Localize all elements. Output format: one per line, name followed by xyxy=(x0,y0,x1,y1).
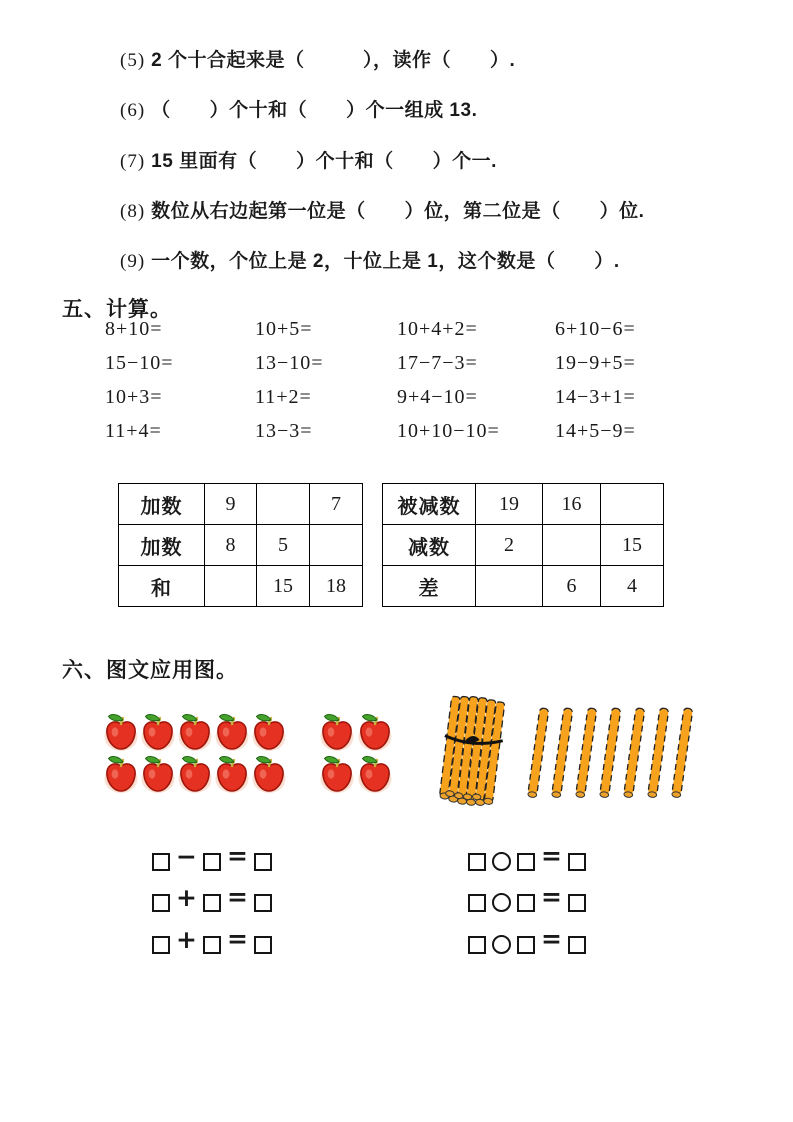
calc-problem: 10+10−10= xyxy=(397,420,500,442)
section-5-title: 五、计算。 xyxy=(62,298,172,321)
stick-icon xyxy=(671,707,693,801)
answer-box xyxy=(468,936,486,954)
subtraction-table xyxy=(382,483,664,607)
apple-icon xyxy=(319,754,355,794)
calc-problem: 8+10= xyxy=(105,318,163,340)
apple-icon xyxy=(357,712,393,752)
addition-table xyxy=(118,483,363,607)
table-cell: 7 xyxy=(310,484,363,525)
table-cell xyxy=(257,484,310,525)
calc-problem: 11+2= xyxy=(255,386,312,408)
apple-icon xyxy=(214,754,250,794)
plus-sign: + xyxy=(176,883,197,912)
equation-row xyxy=(468,841,586,872)
question-item xyxy=(120,95,477,122)
answer-box xyxy=(517,853,535,871)
calc-problem: 10+3= xyxy=(105,386,163,408)
apple-group-four xyxy=(319,712,395,796)
table-cell: 9 xyxy=(205,484,257,525)
table-row-header: 差 xyxy=(383,566,476,607)
section-6-title: 六、图文应用图。 xyxy=(62,659,238,682)
calc-problem: 19−9+5= xyxy=(555,352,636,374)
stick-icon xyxy=(527,707,549,801)
table-cell: 6 xyxy=(543,566,601,607)
apple-icon xyxy=(214,712,250,752)
answer-box xyxy=(203,853,221,871)
table-cell xyxy=(476,566,543,607)
table-cell: 4 xyxy=(601,566,664,607)
table-row-header: 和 xyxy=(119,566,205,607)
answer-box xyxy=(468,853,486,871)
question-item xyxy=(120,246,620,273)
question-number: (5) xyxy=(120,50,146,71)
stick-icon xyxy=(599,707,621,801)
calc-grid xyxy=(105,318,705,454)
question-number: (6) xyxy=(120,100,146,121)
apple-icon xyxy=(177,712,213,752)
table-cell xyxy=(543,525,601,566)
table-row-header: 加数 xyxy=(119,525,205,566)
table-cell xyxy=(601,484,664,525)
stick-icon xyxy=(623,707,645,801)
table-cell: 2 xyxy=(476,525,543,566)
apple-icon xyxy=(251,712,287,752)
apple-group-ten xyxy=(103,712,288,796)
answer-box xyxy=(254,894,272,912)
question-item xyxy=(120,45,515,72)
apple-icon xyxy=(319,712,355,752)
equation-row xyxy=(468,924,586,955)
table-cell: 15 xyxy=(257,566,310,607)
answer-box xyxy=(152,853,170,871)
table-cell xyxy=(310,525,363,566)
equation-row xyxy=(468,882,586,913)
stick-icon xyxy=(647,707,669,801)
question-number: (8) xyxy=(120,201,146,222)
question-text: （ ）个十和（ ）个一组成 13. xyxy=(151,100,478,121)
calc-problem: 17−7−3= xyxy=(397,352,478,374)
answer-box xyxy=(468,894,486,912)
calc-problem: 15−10= xyxy=(105,352,174,374)
answer-box xyxy=(152,894,170,912)
equals-sign: = xyxy=(541,841,562,870)
question-number: (7) xyxy=(120,151,146,172)
equals-sign: = xyxy=(226,924,248,953)
stick-icon xyxy=(575,707,597,801)
answer-box xyxy=(517,936,535,954)
calc-problem: 9+4−10= xyxy=(397,386,478,408)
calc-problem: 10+4+2= xyxy=(397,318,478,340)
apple-icon xyxy=(357,754,393,794)
question-text: 15 里面有（ ）个十和（ ）个一. xyxy=(151,151,497,172)
stick-bundle-icon xyxy=(438,695,506,811)
apple-icon xyxy=(177,754,213,794)
answer-box xyxy=(517,894,535,912)
equation-row xyxy=(152,841,272,872)
calc-problem: 13−3= xyxy=(255,420,313,442)
question-text: 数位从右边起第一位是（ ）位，第二位是（ ）位. xyxy=(151,201,645,222)
table-row-header: 减数 xyxy=(383,525,476,566)
question-item xyxy=(120,196,644,223)
minus-sign: − xyxy=(176,842,197,871)
equals-sign: = xyxy=(226,841,248,870)
apple-icon xyxy=(103,754,139,794)
answer-box xyxy=(203,894,221,912)
table-row-header: 加数 xyxy=(119,484,205,525)
table-cell: 5 xyxy=(257,525,310,566)
answer-box xyxy=(568,936,586,954)
question-text: 一个数，个位上是 2，十位上是 1，这个数是（ ）. xyxy=(151,251,620,272)
table-cell xyxy=(205,566,257,607)
question-item xyxy=(120,146,497,173)
calc-problem: 11+4= xyxy=(105,420,162,442)
answer-box xyxy=(203,936,221,954)
table-cell: 8 xyxy=(205,525,257,566)
apple-icon xyxy=(140,712,176,752)
table-cell: 18 xyxy=(310,566,363,607)
operation-circle xyxy=(492,935,511,954)
table-row-header: 被减数 xyxy=(383,484,476,525)
loose-sticks-row xyxy=(527,707,693,801)
calc-problem: 10+5= xyxy=(255,318,313,340)
calc-problem: 14+5−9= xyxy=(555,420,636,442)
equals-sign: = xyxy=(226,882,248,911)
answer-box xyxy=(152,936,170,954)
calc-problem: 6+10−6= xyxy=(555,318,636,340)
apple-icon xyxy=(140,754,176,794)
answer-box xyxy=(254,853,272,871)
stick-icon xyxy=(551,707,573,801)
table-cell: 15 xyxy=(601,525,664,566)
question-number: (9) xyxy=(120,251,146,272)
table-cell: 16 xyxy=(543,484,601,525)
answer-box xyxy=(568,894,586,912)
answer-box xyxy=(568,853,586,871)
equation-row xyxy=(152,924,272,955)
question-text: 2 个十合起来是（ ），读作（ ）. xyxy=(151,50,516,71)
apple-icon xyxy=(103,712,139,752)
equation-row xyxy=(152,882,272,913)
calc-problem: 13−10= xyxy=(255,352,324,374)
answer-box xyxy=(254,936,272,954)
equals-sign: = xyxy=(541,924,562,953)
apple-icon xyxy=(251,754,287,794)
operation-circle xyxy=(492,852,511,871)
operation-circle xyxy=(492,893,511,912)
calc-problem: 14−3+1= xyxy=(555,386,636,408)
table-cell: 19 xyxy=(476,484,543,525)
plus-sign: + xyxy=(176,925,197,954)
equals-sign: = xyxy=(541,882,562,911)
